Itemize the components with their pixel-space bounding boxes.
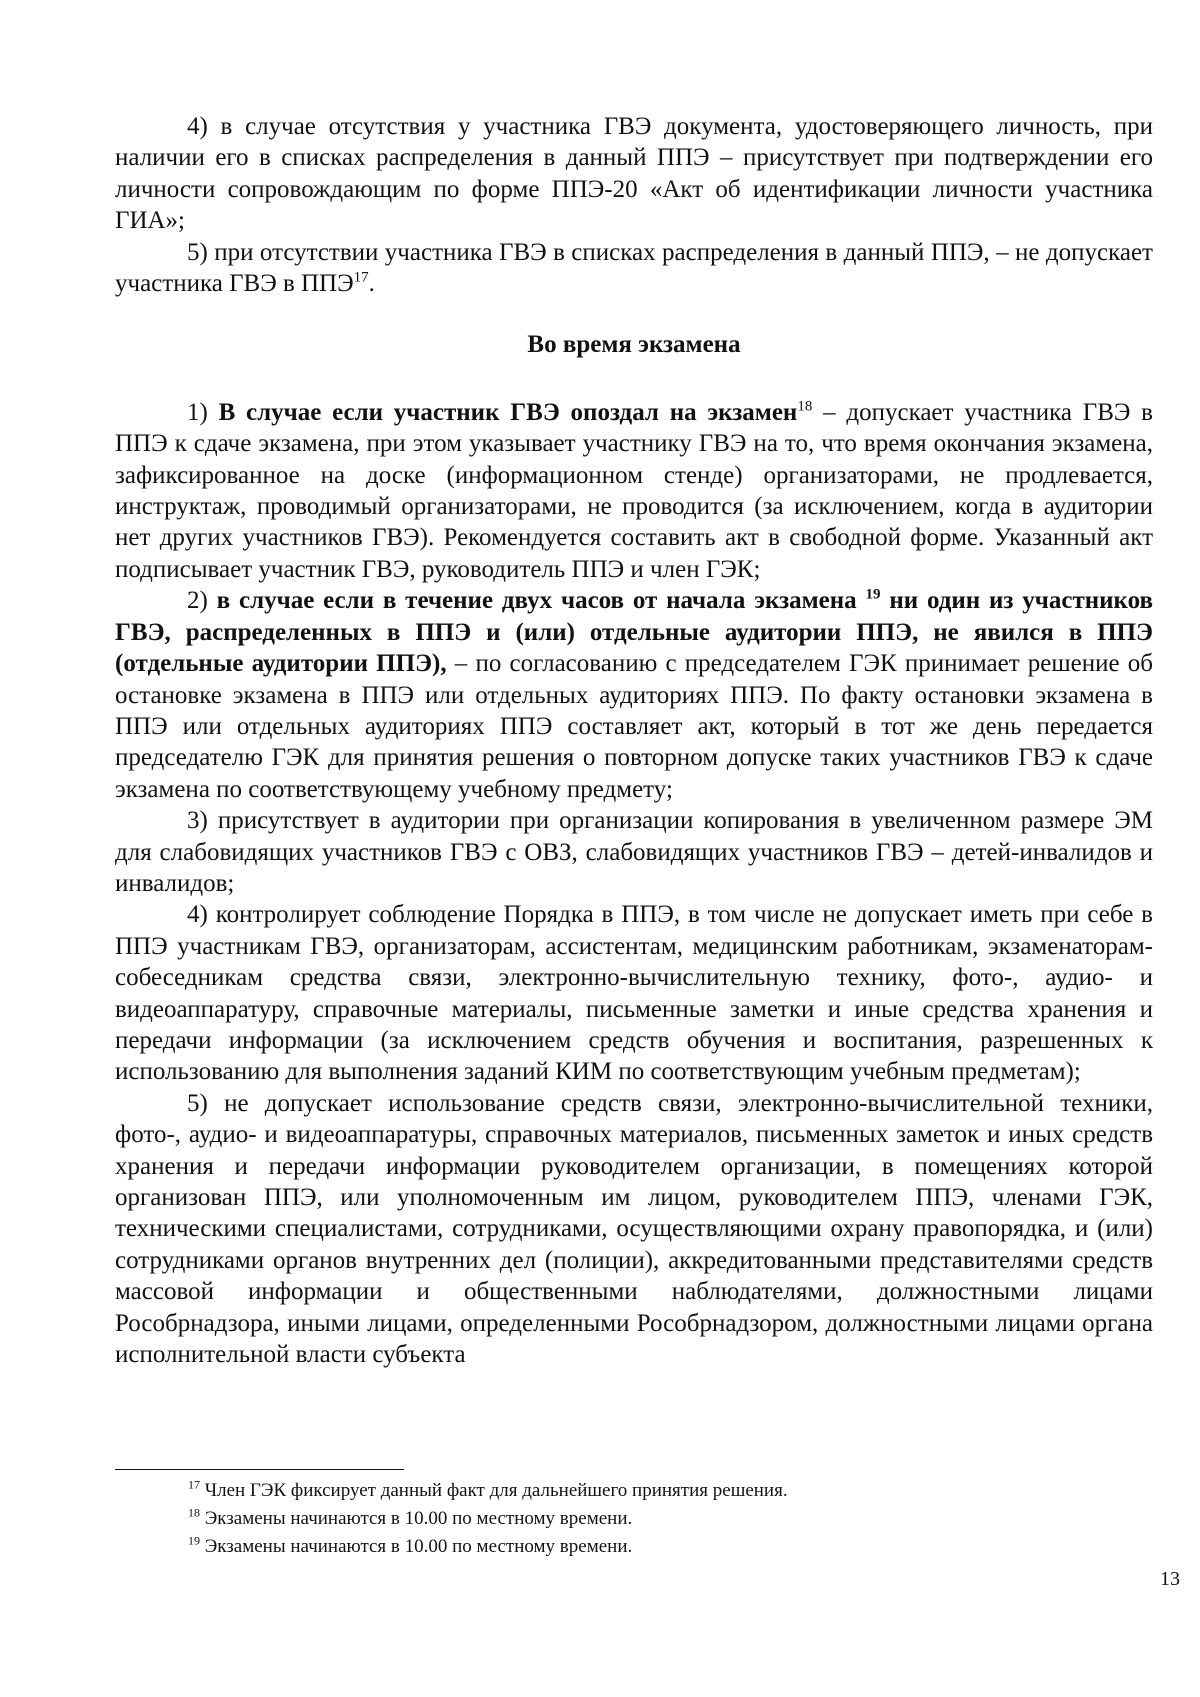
page-number: 13: [1160, 1568, 1180, 1590]
footnote-number: 19: [188, 1533, 200, 1548]
paragraph-text: – по согласованию с председателем ГЭК принимает решение об остановке экзамена в ППЭ или отдельных аудиториях ППЭ. По факту остановки экзамена в ППЭ или отдельных аудиториях ППЭ составляет акт, который в тот же день передается председателю ГЭК для принятия решения о повторном допуске таких участников ГВЭ к сдаче экзамена по соответствующему учебному предмету;: [115, 650, 1153, 803]
section-heading: Во время экзамена: [527, 331, 741, 359]
item-number: 1): [187, 398, 219, 426]
paragraph-item-4-id-missing: 4) в случае отсутствия у участника ГВЭ документа, удостоверяющего личность, при наличии его в списках распределения в данный ППЭ – присутствует при подтверждении его личности сопровождающим по форме ППЭ-20 «Акт об идентификации личности участника ГИА»;: [115, 113, 1153, 235]
footnote-item: [188, 1477, 1088, 1505]
bold-text-continued: ни один из участников ГВЭ, распределенных в ППЭ и (или) отдельные аудитории ППЭ, не явился в ППЭ (отдельные аудитории ППЭ),: [115, 587, 1154, 678]
paragraph-item-5-not-in-list: [115, 237, 1153, 300]
paragraph-late-participant: [115, 397, 1153, 585]
footnote-number: 18: [188, 1505, 200, 1520]
paragraph-no-show: [115, 585, 1153, 805]
footnote-text: Член ГЭК фиксирует данный факт для дальнейшего принятия решения.: [204, 1480, 788, 1501]
paragraph-control-order: 4) контролирует соблюдение Порядка в ППЭ, в том числе не допускает иметь при себе в ППЭ участникам ГВЭ, организаторам, ассистентам, медицинским работникам, экзаменаторам-собеседникам средства связи, электронно-вычислительную технику, фото-, аудио- и видеоаппаратуру, справочные материалы, письменные заметки и иные средства хранения и передачи информации (за исключением средств обучения и воспитания, разрешенных к использованию для выполнения заданий КИМ по соответствующим учебным предметам);: [115, 901, 1153, 1086]
bold-text: В случае если участник ГВЭ опоздал на экзамен: [218, 398, 798, 426]
paragraph-end: .: [368, 270, 375, 298]
footnote-number: 17: [188, 1477, 200, 1492]
paragraph-prohibit-devices: 5) не допускает использование средств связи, электронно-вычислительной техники, фото-, аудио- и видеоаппаратуры, справочных материалов, письменных заметок и иных средств хранения и передачи информации руководителем организации, в помещениях которой организован ППЭ, или уполномоченным им лицом, руководителем ППЭ, членами ГЭК, техническими специалистами, сотрудниками, осуществляющими охрану правопорядка, и (или) сотрудниками органов внутренних дел (полиции), аккредитованными представителями средств массовой информации и общественными наблюдателями, должностными лицами Рособрнадзора, иными лицами, определенными Рособрнадзором, должностными лицами органа исполнительной власти субъекта: [115, 1089, 1153, 1369]
bold-text: в случае если в течение двух часов от начала экзамена: [216, 587, 857, 615]
body-text: [115, 111, 1153, 1370]
footnote-item: [188, 1533, 1088, 1561]
footnote-separator: [115, 1469, 404, 1470]
paragraph-text: 5) при отсутствии участника ГВЭ в списках распределения в данный ППЭ, – не допускает участника ГВЭ в ППЭ: [115, 238, 1153, 298]
footnote-text: Экзамены начинаются в 10.00 по местному времени.: [204, 1508, 633, 1529]
item-number: 2): [187, 587, 217, 615]
footnotes: [188, 1477, 1088, 1561]
paragraph-text: – допускает участника ГВЭ в ППЭ к сдаче экзамена, при этом указывает участнику ГВЭ на то, что время окончания экзамена, зафиксированное на доске (информационном стенде) организаторами, не продлевается, инструктаж, проводимый организаторами, не проводится (за исключением, когда в аудитории нет других участников ГВЭ). Рекомендуется составить акт в свободной форме. Указанный акт подписывает участник ГВЭ, руководитель ППЭ и член ГЭК;: [115, 398, 1153, 583]
footnote-ref-19[interactable]: 19: [865, 586, 881, 603]
footnote-ref-18[interactable]: 18: [797, 398, 813, 415]
footnote-text: Экзамены начинаются в 10.00 по местному времени.: [204, 1536, 633, 1557]
footnote-ref-17[interactable]: 17: [353, 269, 369, 286]
paragraph-copying: 3) присутствует в аудитории при организации копирования в увеличенном размере ЭМ для слабовидящих участников ГВЭ с ОВЗ, слабовидящих участников ГВЭ – детей-инвалидов и инвалидов;: [115, 807, 1153, 897]
footnote-item: [188, 1505, 1088, 1533]
